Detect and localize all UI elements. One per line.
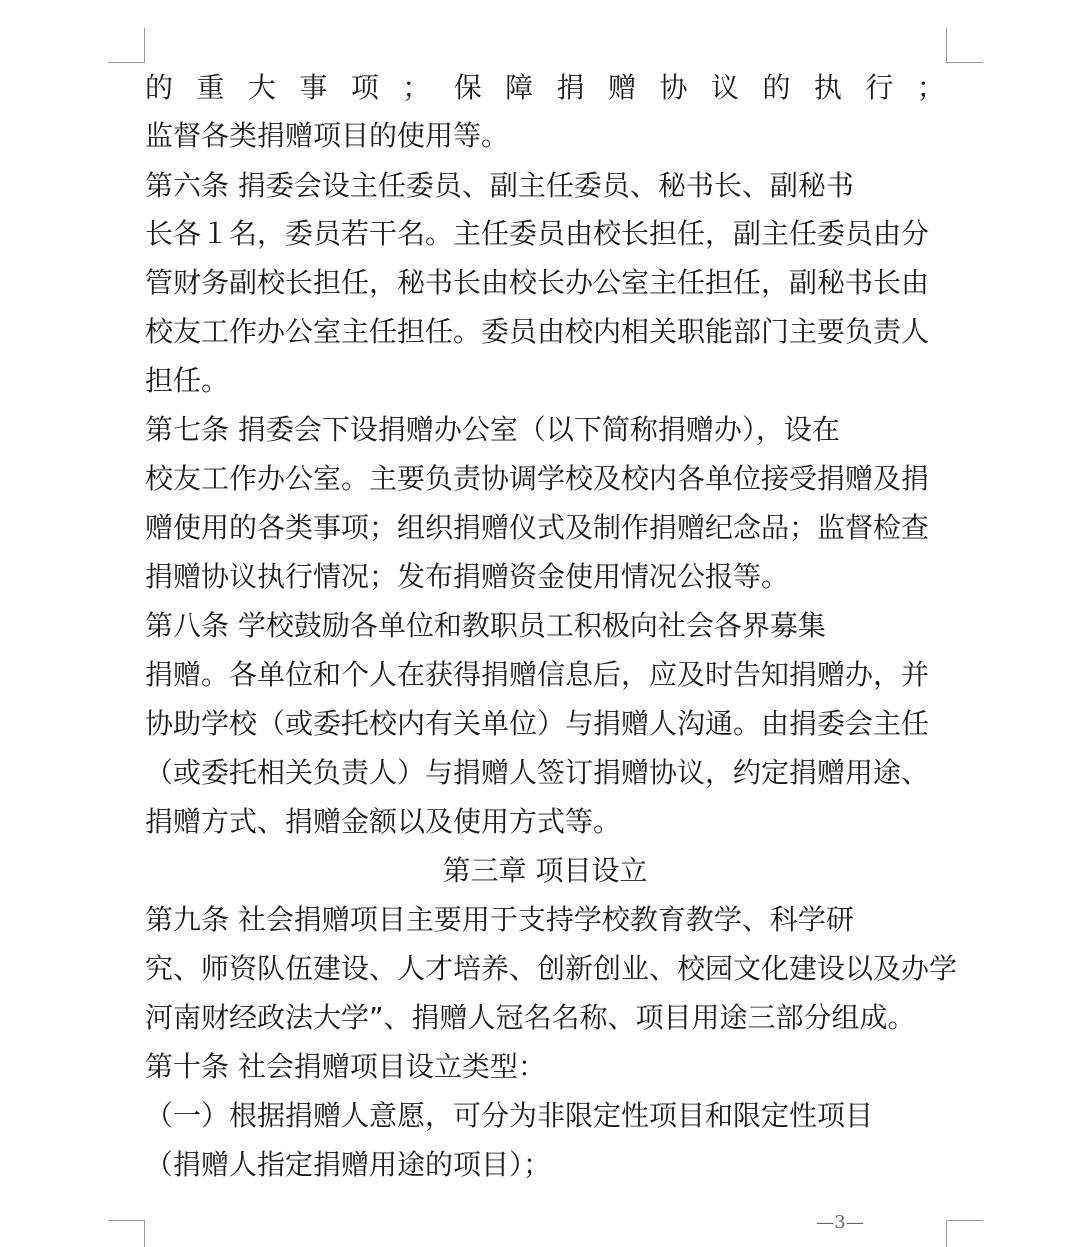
crop-mark-top-right	[946, 28, 983, 63]
text-line: 监督各类捐赠项目的使用等。	[145, 119, 510, 152]
crop-mark-top-left	[108, 28, 145, 63]
text-line: 究、师资队伍建设、人才培养、创新创业、校园文化建设以及办学	[145, 952, 958, 985]
text-line: （一）根据捐赠人意愿，可分为非限定性项目和限定性项目	[145, 1099, 874, 1132]
text-line: 捐赠。各单位和个人在获得捐赠信息后，应及时告知捐赠办，并	[145, 658, 930, 691]
text-line: 河南财经政法大学”、捐赠人冠名名称、项目用途三部分组成。	[145, 1001, 916, 1034]
text-line: 捐赠协议执行情况；发布捐赠资金使用情况公报等。	[145, 560, 790, 593]
text-line: 管财务副校长担任，秘书长由校长办公室主任担任，副秘书长由	[145, 266, 930, 299]
text-line: 长各１名，委员若干名。主任委员由校长担任，副主任委员由分	[145, 217, 930, 250]
chapter-title: 第三章 项目设立	[442, 854, 648, 887]
crop-mark-bottom-right	[946, 1220, 983, 1247]
text-line: 捐赠方式、捐赠金额以及使用方式等。	[145, 805, 622, 838]
text-line: 第九条 社会捐赠项目主要用于支持学校教育教学、科学研	[145, 903, 854, 936]
text-line: 担任。	[145, 364, 230, 397]
text-line: （捐赠人指定捐赠用途的项目）；	[145, 1148, 552, 1181]
text-line: 第十条 社会捐赠项目设立类型：	[145, 1050, 546, 1083]
justified-first-line: 的 重 大 事 项 ； 保 障 捐 赠 协 议 的 执 行 ；	[145, 71, 945, 104]
text-line: 第七条 捐委会下设捐赠办公室（以下简称捐赠办），设在	[145, 413, 840, 446]
crop-mark-bottom-left	[108, 1220, 145, 1247]
text-line: 协助学校（或委托校内有关单位）与捐赠人沟通。由捐委会主任	[145, 707, 930, 740]
text-line: 校友工作办公室主任担任。委员由校内相关职能部门主要负责人	[145, 315, 930, 348]
text-line: 校友工作办公室。主要负责协调学校及校内各单位接受捐赠及捐	[145, 462, 930, 495]
text-line: （或委托相关负责人）与捐赠人签订捐赠协议，约定捐赠用途、	[145, 756, 930, 789]
text-line: 第六条 捐委会设主任委员、副主任委员、秘书长、副秘书	[145, 169, 854, 202]
text-line: 赠使用的各类事项；组织捐赠仪式及制作捐赠纪念品；监督检查	[145, 511, 930, 544]
text-line: 第八条 学校鼓励各单位和教职员工积极向社会各界募集	[145, 609, 826, 642]
page-number: —3—	[816, 1212, 864, 1233]
